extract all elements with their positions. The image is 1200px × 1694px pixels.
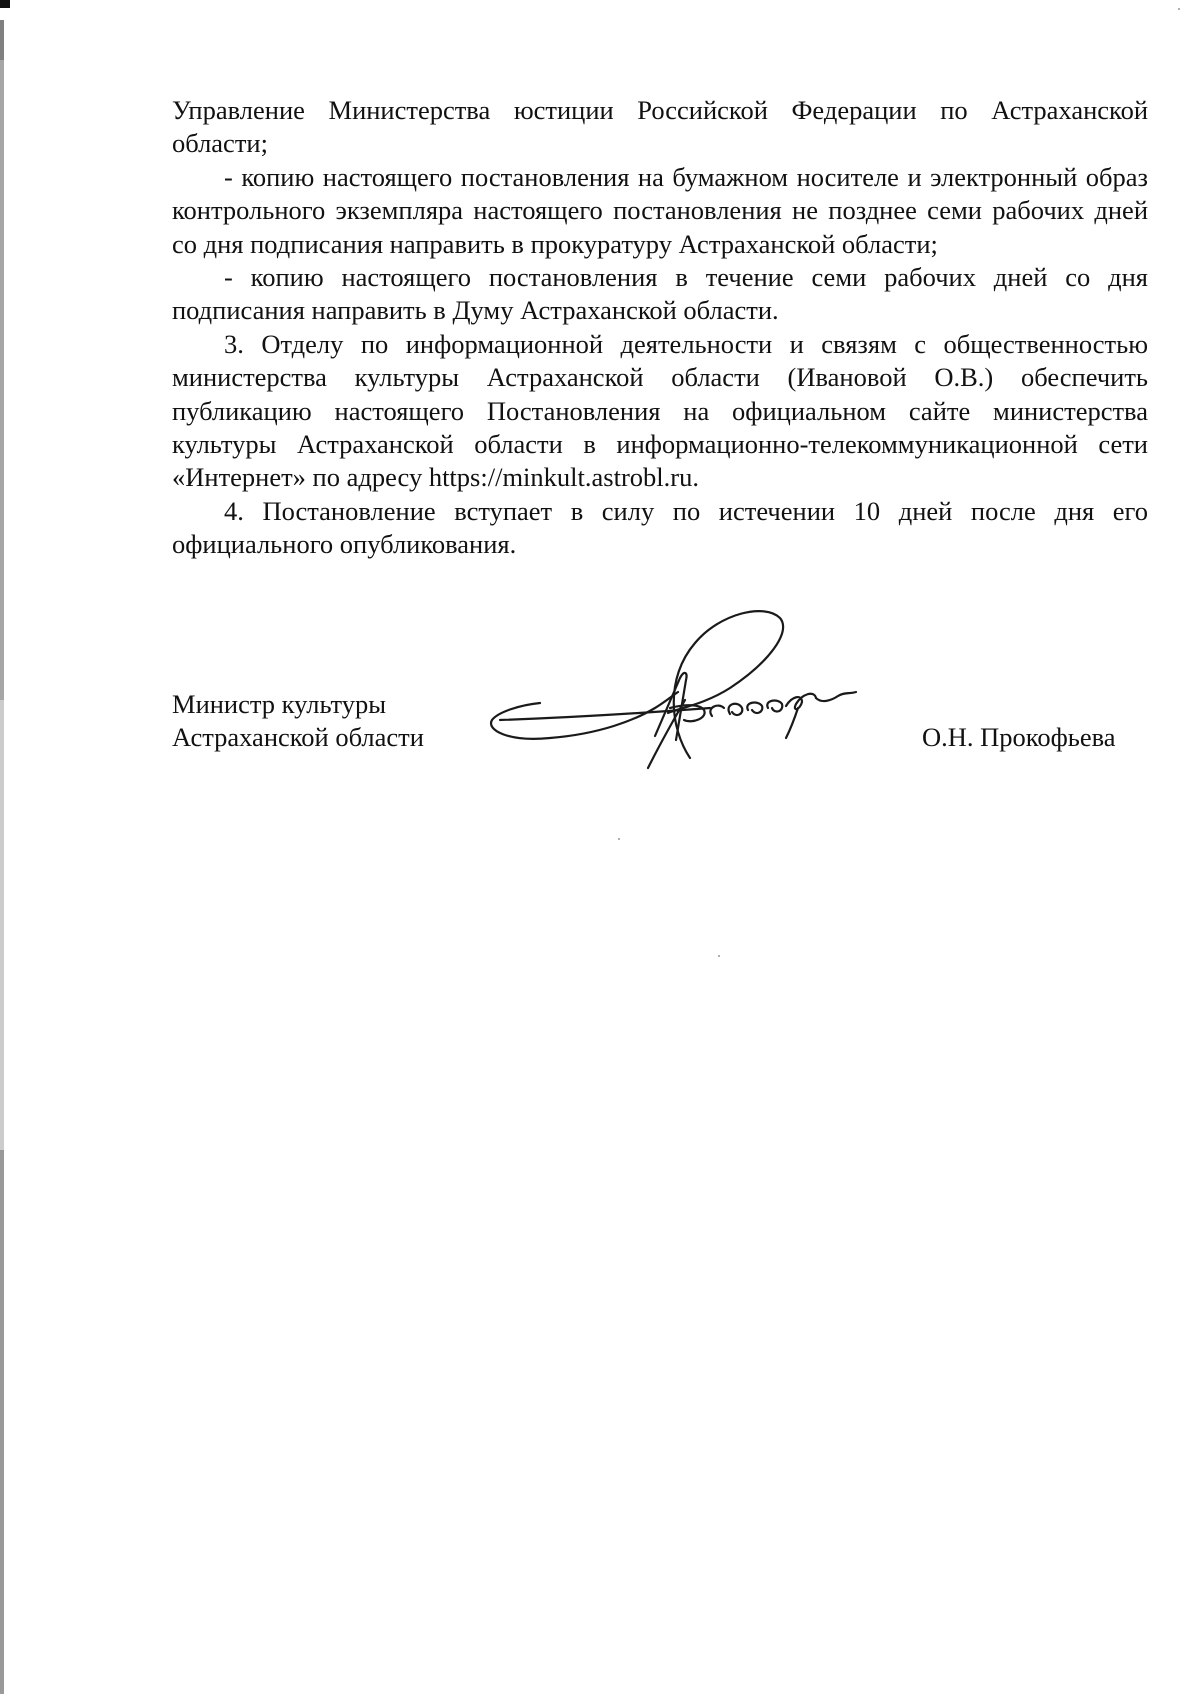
signer-name: О.Н. Прокофьева <box>922 722 1116 752</box>
handwritten-signature <box>480 608 900 808</box>
scan-dust <box>618 838 620 840</box>
signer-position <box>172 688 424 754</box>
paragraph-ministry-of-justice: Управление Министерства юстиции Российской Федерации по Астраханской области; <box>172 95 1148 159</box>
paragraph-item-3-publication: 3. Отделу по информационной деятельности и связям с общественностью министерства культуры Астраханской области (Ивановой О.В.) обеспечить публикацию настоящего Постановления на официальном сайте министерства культуры Астраханской области в информационно-телекоммуникационной сети «Интернет» по адресу https://minkult.astrobl.ru. <box>172 328 1148 493</box>
scan-dust <box>718 955 720 957</box>
document-body <box>172 94 1148 562</box>
signer-position-line-1: Министр культуры <box>172 689 387 719</box>
scan-dust <box>1178 8 1180 10</box>
scan-corner-artifact <box>0 0 10 8</box>
paragraph-prosecutor-copy: - копию настоящего постановления на бумажном носителе и электронный образ контрольного экземпляра настоящего постановления не позднее семи рабочих дней со дня подписания направить в прокуратуру Астраханской области; <box>172 161 1148 259</box>
scan-edge-artifact <box>0 0 4 1694</box>
signer-position-line-2: Астраханской области <box>172 722 424 752</box>
paragraph-item-4-entry-into-force: 4. Постановление вступает в силу по истечении 10 дней после дня его официального опубликования. <box>172 495 1148 560</box>
paragraph-duma-copy: - копию настоящего постановления в течение семи рабочих дней со дня подписания направить в Думу Астраханской области. <box>172 262 1148 326</box>
